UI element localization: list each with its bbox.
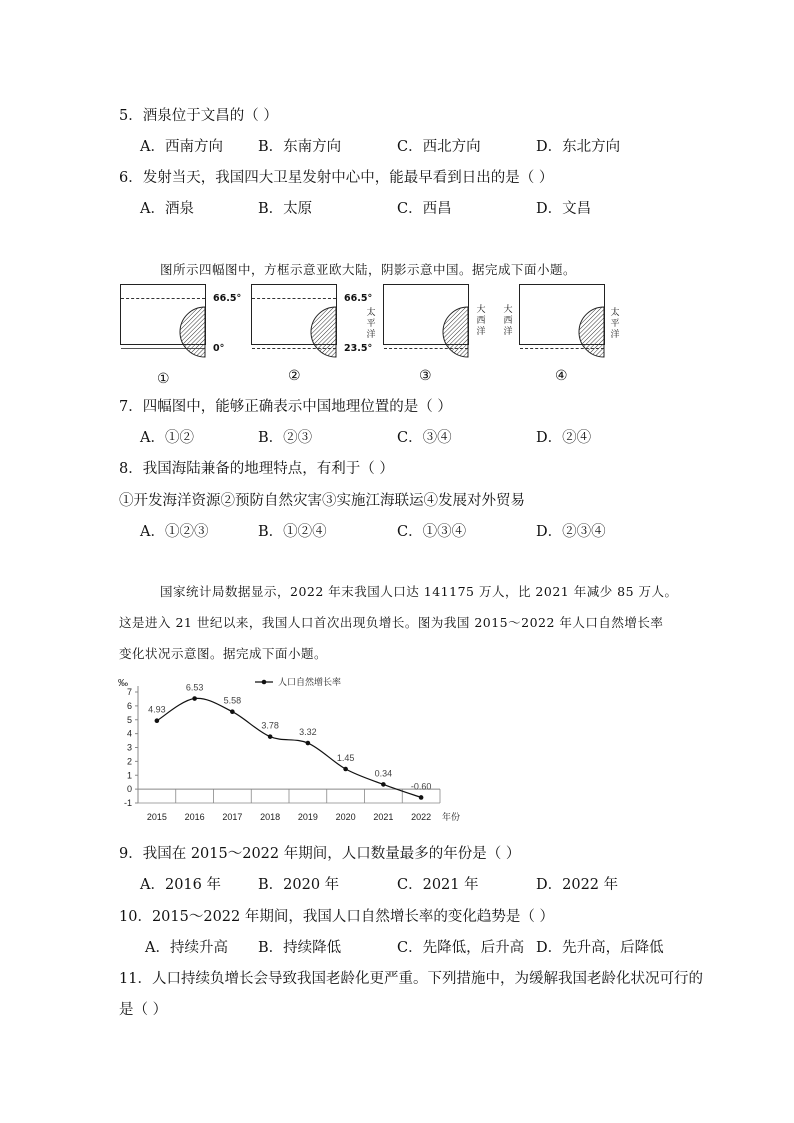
q9-option-a: A．2016 年: [140, 877, 221, 893]
lat-label-23-5: 23.5°: [344, 343, 373, 354]
q9-option-b: B．2020 年: [258, 877, 340, 893]
q9-stem: 9．我国在 2015～2022 年期间，人口数量最多的年份是（ ）: [119, 846, 521, 862]
map-label-4: ④: [555, 368, 568, 384]
q11-stem-line-2: 是（ ）: [119, 1002, 168, 1018]
q7-option-a: A．①②: [140, 430, 194, 446]
china-shape: [304, 307, 337, 357]
y-tick-label: 0: [126, 784, 132, 795]
x-tick-label: 2019: [297, 812, 318, 822]
q8-items: ①开发海洋资源②预防自然灾害③实施江海联运④发展对外贸易: [119, 493, 525, 509]
data-point: [268, 734, 273, 739]
y-tick-label: 3: [126, 742, 132, 753]
q10-option-b: B．持续降低: [258, 940, 342, 956]
lat-label-66-5: 66.5°: [344, 293, 373, 304]
population-intro-line-1: 国家统计局数据显示，2022 年末我国人口达 141175 万人，比 2021 年减少 85 万人。: [160, 584, 678, 599]
q10-option-c: C．先降低，后升高: [397, 940, 525, 956]
q6-option-a: A．酒泉: [140, 201, 194, 217]
q7-option-d: D．②④: [536, 430, 592, 446]
q8-option-d: D．②③④: [536, 524, 606, 540]
data-point: [155, 718, 160, 723]
q7-option-c: C．③④: [397, 430, 452, 446]
q8-option-c: C．①③④: [397, 524, 467, 540]
map-label-1: ①: [157, 371, 170, 387]
q5-option-d: D．东北方向: [536, 139, 621, 155]
x-tick-label: 2015: [146, 812, 167, 822]
ocean-label-pacific: 太平洋: [366, 308, 376, 340]
y-tick-label: 4: [126, 728, 132, 739]
x-axis-label: 年份: [442, 812, 461, 822]
q8-option-a: A．①②③: [140, 524, 209, 540]
q10-option-a: A．持续升高: [145, 940, 228, 956]
q7-option-b: B．②③: [258, 430, 313, 446]
data-label: 5.58: [223, 695, 242, 706]
q7-stem: 7．四幅图中，能够正确表示中国地理位置的是（ ）: [119, 399, 452, 415]
data-label: 0.34: [374, 768, 393, 779]
data-point: [343, 767, 348, 772]
y-tick-label: 7: [126, 687, 132, 697]
population-growth-chart: [112, 672, 461, 832]
y-tick-label: 5: [126, 714, 132, 725]
lat-label-0: 0°: [213, 343, 225, 354]
q9-option-c: C．2021 年: [397, 877, 479, 893]
q10-stem: 10．2015～2022 年期间，我国人口自然增长率的变化趋势是（ ）: [119, 909, 554, 925]
data-point: [419, 795, 424, 800]
q8-stem: 8．我国海陆兼备的地理特点，有利于（ ）: [119, 461, 394, 477]
ocean-label-pacific: 太平洋: [610, 308, 620, 340]
legend-marker: [262, 680, 267, 685]
data-label: -0.60: [410, 781, 432, 792]
y-tick-label: -1: [123, 798, 132, 808]
data-point: [192, 696, 197, 701]
q10-option-d: D．先升高，后降低: [536, 940, 664, 956]
china-shape: [572, 307, 605, 357]
q11-stem-line-1: 11．人口持续负增长会导致我国老龄化更严重。下列措施中，为缓解我国老龄化状况可行的: [119, 971, 703, 987]
data-point: [381, 782, 386, 787]
y-tick-label: 1: [126, 770, 132, 781]
map-label-2: ②: [288, 368, 301, 384]
series-line-natural-growth-rate: [157, 695, 421, 797]
data-label: 6.53: [185, 682, 204, 693]
q6-option-b: B．太原: [258, 201, 313, 217]
y-tick-label: 6: [126, 700, 132, 711]
q6-option-c: C．西昌: [397, 201, 452, 217]
data-point: [306, 741, 311, 746]
data-label: 3.32: [299, 727, 317, 738]
data-label: 3.78: [261, 720, 279, 731]
q5-option-c: C．西北方向: [397, 139, 481, 155]
y-axis-unit: ‰: [118, 678, 128, 689]
x-tick-label: 2021: [373, 812, 394, 822]
ocean-label-atlantic: 大西洋: [503, 305, 513, 337]
population-intro-line-2: 这是进入 21 世纪以来，我国人口首次出现负增长。图为我国 2015～2022 年人口自然增长率: [119, 615, 664, 630]
q5-option-b: B．东南方向: [258, 139, 342, 155]
data-point: [230, 709, 235, 714]
legend-label: 人口自然增长率: [278, 677, 342, 687]
population-intro-line-3: 变化状况示意图。据完成下面小题。: [119, 646, 328, 661]
data-label: 1.45: [336, 753, 355, 764]
map-label-3: ③: [419, 368, 432, 384]
q6-stem: 6．发射当天，我国四大卫星发射中心中，能最早看到日出的是（ ）: [119, 170, 554, 186]
maps-intro: 图所示四幅图中，方框示意亚欧大陆，阴影示意中国。据完成下面小题。: [160, 262, 577, 277]
ocean-label-atlantic: 大西洋: [476, 305, 486, 337]
x-tick-label: 2020: [335, 812, 356, 822]
q8-option-b: B．①②④: [258, 524, 327, 540]
china-shape: [173, 307, 206, 357]
lat-label-66-5: 66.5°: [213, 293, 242, 304]
x-tick-label: 2022: [411, 812, 432, 822]
x-tick-label: 2017: [222, 812, 243, 822]
x-tick-label: 2016: [184, 812, 205, 822]
china-shape: [436, 307, 469, 357]
q5-option-a: A．西南方向: [140, 139, 223, 155]
x-tick-label: 2018: [260, 812, 281, 822]
y-tick-label: 2: [126, 756, 132, 767]
q5-stem: 5．酒泉位于文昌的（ ）: [119, 108, 278, 124]
data-label: 4.93: [148, 704, 166, 715]
q6-option-d: D．文昌: [536, 201, 592, 217]
q9-option-d: D．2022 年: [536, 877, 619, 893]
